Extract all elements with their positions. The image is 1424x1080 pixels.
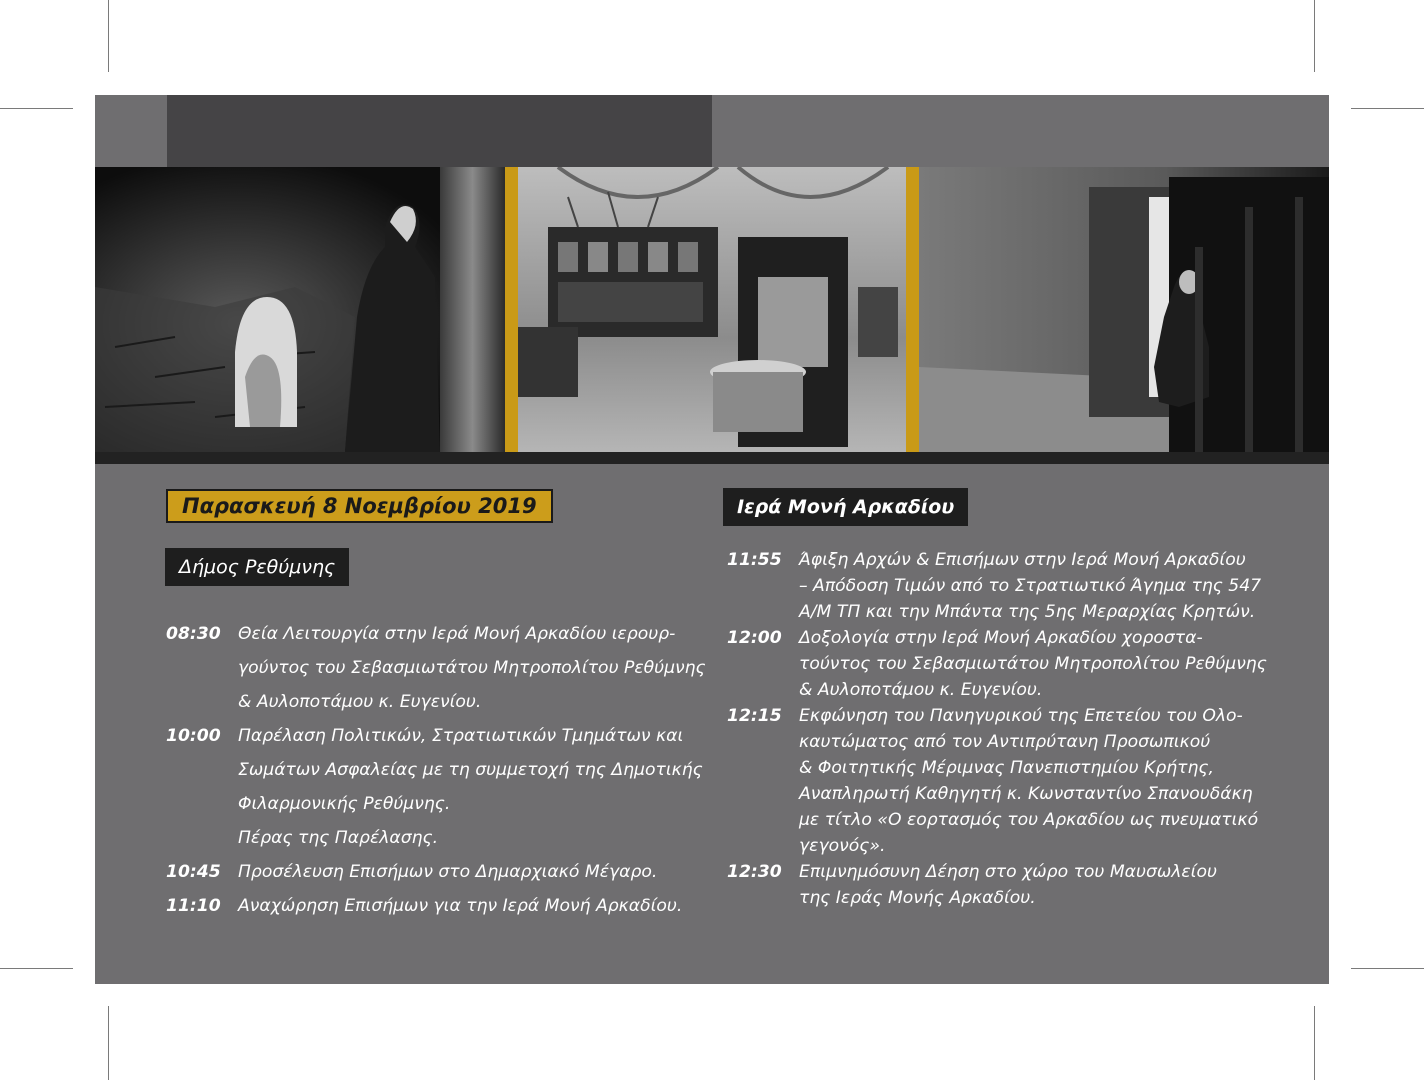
schedule-time: 08:30 — [166, 624, 221, 644]
desc-line: Άφιξη Αρχών & Επισήμων στην Ιερά Μονή Αρκαδίου — [799, 550, 1246, 570]
desc-line: Αναπληρωτή Καθηγητή κ. Κωνσταντίνο Σπανουδάκη — [799, 784, 1253, 804]
schedule-desc — [799, 625, 1287, 703]
schedule-left — [166, 617, 706, 923]
desc-line: Σωμάτων Ασφαλείας με τη συμμετοχή της Δημοτικής — [238, 760, 703, 780]
header-dark-block — [167, 95, 712, 167]
schedule-time: 10:00 — [166, 726, 221, 746]
divider-yellow — [906, 167, 919, 452]
desc-line: Αναχώρηση Επισήμων για την Ιερά Μονή Αρκαδίου. — [238, 896, 683, 916]
desc-line: Εκφώνηση του Πανηγυρικού της Επετείου του Ολο- — [799, 706, 1243, 726]
desc-line: Παρέλαση Πολιτικών, Στρατιωτικών Τμημάτων και — [238, 726, 684, 746]
schedule-desc — [799, 547, 1287, 625]
schedule-item — [166, 855, 706, 889]
photo-cave-monk — [95, 167, 505, 452]
crop-mark — [1314, 0, 1315, 72]
schedule-desc — [238, 719, 706, 855]
schedule-item — [166, 719, 706, 855]
desc-line: Φιλαρμονικής Ρεθύμνης. — [238, 794, 451, 814]
crop-mark — [1314, 1006, 1315, 1080]
desc-line: γεγονός». — [799, 836, 886, 856]
schedule-item — [727, 859, 1287, 911]
crop-mark — [0, 968, 73, 969]
schedule-time: 10:45 — [166, 862, 221, 882]
divider-yellow — [505, 167, 518, 452]
desc-line: – Απόδοση Τιμών από το Στρατιωτικό Άγημα της 547 — [799, 576, 1262, 596]
desc-line: Θεία Λειτουργία στην Ιερά Μονή Αρκαδίου ιερουρ- — [238, 624, 676, 644]
desc-line: & Αυλοποτάμου κ. Ευγενίου. — [799, 680, 1043, 700]
schedule-item — [727, 547, 1287, 625]
schedule-desc — [799, 859, 1287, 911]
schedule-desc — [238, 617, 706, 719]
schedule-item — [166, 889, 706, 923]
schedule-item — [727, 625, 1287, 703]
desc-line: Προσέλευση Επισήμων στο Δημαρχιακό Μέγαρο. — [238, 862, 658, 882]
crop-mark — [1351, 108, 1424, 109]
desc-line: Α/Μ ΤΠ και την Μπάντα της 5ης Μεραρχίας Κρητών. — [799, 602, 1256, 622]
schedule-time: 11:10 — [166, 896, 221, 916]
photo-church-interior — [518, 167, 906, 452]
photo-seated-monk — [919, 167, 1329, 452]
date-label: Παρασκευή 8 Νοεμβρίου 2019 — [166, 489, 553, 523]
crop-mark — [0, 108, 73, 109]
schedule-desc — [799, 703, 1287, 859]
desc-line: της Ιεράς Μονής Αρκαδίου. — [799, 888, 1036, 908]
venue-label-right: Ιερά Μονή Αρκαδίου — [723, 488, 968, 526]
photo-strip — [95, 167, 1329, 452]
crop-mark — [1351, 968, 1424, 969]
desc-line: Πέρας της Παρέλασης. — [238, 828, 439, 848]
crop-mark — [108, 0, 109, 72]
photo-strip-shadow — [95, 452, 1329, 464]
schedule-time: 11:55 — [727, 550, 782, 570]
schedule-item — [166, 617, 706, 719]
schedule-time: 12:15 — [727, 706, 782, 726]
desc-line: με τίτλο «Ο εορτασμός του Αρκαδίου ως πνευματικό — [799, 810, 1259, 830]
desc-line: & Αυλοποτάμου κ. Ευγενίου. — [238, 692, 482, 712]
schedule-desc — [238, 889, 706, 923]
crop-mark — [108, 1006, 109, 1080]
schedule-right — [727, 547, 1287, 911]
desc-line: & Φοιτητικής Μέριμνας Πανεπιστημίου Κρήτης, — [799, 758, 1214, 778]
desc-line: Δοξολογία στην Ιερά Μονή Αρκαδίου χοροστα- — [799, 628, 1203, 648]
desc-line: γούντος του Σεβασμιωτάτου Μητροπολίτου Ρεθύμνης — [238, 658, 706, 678]
schedule-time: 12:00 — [727, 628, 782, 648]
desc-line: καυτώματος από τον Αντιπρύτανη Προσωπικού — [799, 732, 1211, 752]
schedule-desc — [238, 855, 706, 889]
schedule-item — [727, 703, 1287, 859]
desc-line: Επιμνημόσυνη Δέηση στο χώρο του Μαυσωλείου — [799, 862, 1217, 882]
desc-line: τούντος του Σεβασμιωτάτου Μητροπολίτου Ρεθύμνης — [799, 654, 1267, 674]
schedule-time: 12:30 — [727, 862, 782, 882]
venue-label-left: Δήμος Ρεθύμνης — [165, 548, 349, 586]
